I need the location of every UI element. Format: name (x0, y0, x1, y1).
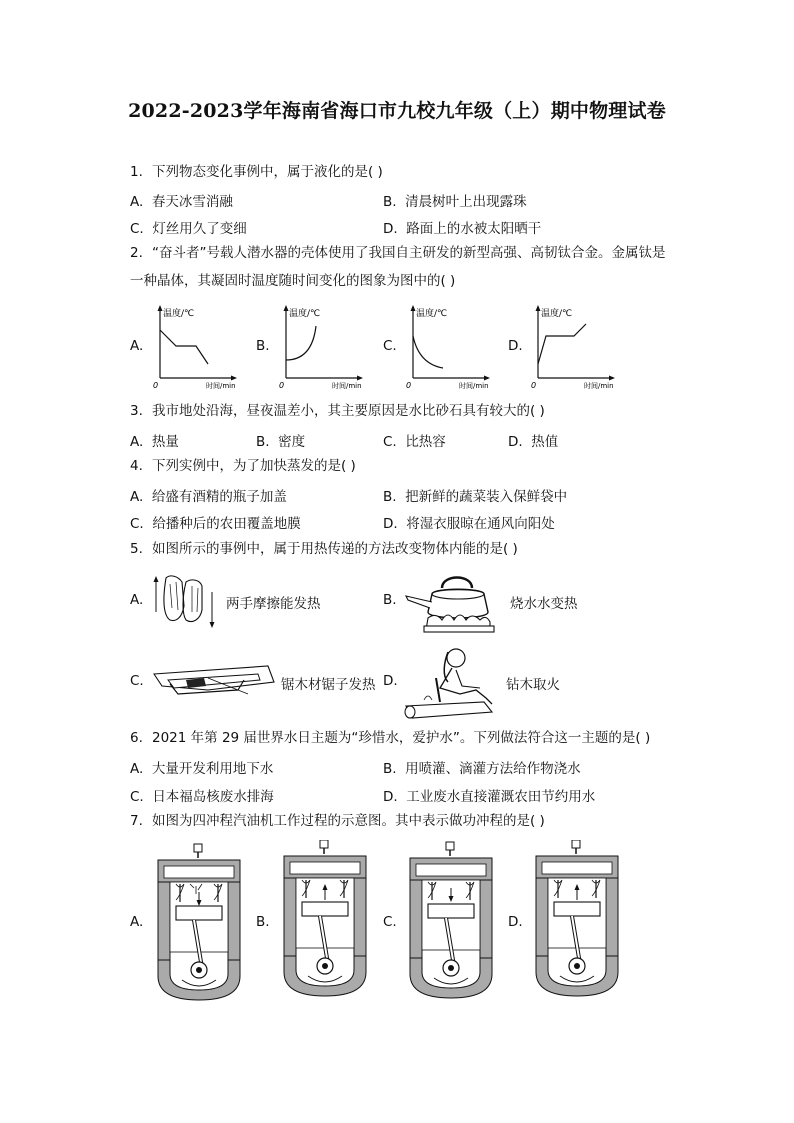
q4-option-b: B. 把新鲜的蔬菜装入保鲜袋中 (383, 489, 568, 505)
graph-d-curve (538, 324, 586, 364)
drilling-wood-fire-image (400, 642, 500, 722)
graph-a (150, 302, 245, 390)
question-3: 3. 我市地处沿海，昼夜温差小，其主要原因是水比砂石具有较大的( ) (130, 403, 545, 419)
sawing-wood-image (148, 656, 276, 702)
page-title: 2022-2023学年海南省海口市九校九年级（上）期中物理试卷 (128, 100, 666, 122)
engine-a-image (152, 840, 246, 1005)
engine-c-image (404, 840, 498, 1005)
graph-d (528, 302, 623, 390)
q7-label-d: D. (508, 914, 523, 930)
question-6: 6. 2021 年第 29 届世界水日主题为“珍惜水，爱护水”。下列做法符合这一主题的是( ) (130, 730, 651, 746)
graph-a-ylabel: 温度/℃ (163, 309, 195, 319)
q6-option-c: C. 日本福岛核废水排海 (130, 789, 274, 805)
q5-caption-b: 烧水水变热 (510, 596, 578, 612)
graph-c-curve (413, 336, 443, 368)
graph-a-xlabel: 时间/min (206, 382, 236, 390)
q5-caption-c: 锯木材锯子发热 (281, 677, 376, 693)
graph-c-origin: 0 (406, 381, 412, 390)
graph-b-ylabel: 温度/℃ (289, 309, 321, 319)
q7-label-c: C. (383, 914, 397, 930)
question-2: 2. “奋斗者”号载人潜水器的壳体使用了我国自主研发的新型高强、高韧钛合金。金属钛是 (130, 245, 666, 261)
q7-label-a: A. (130, 914, 144, 930)
graph-d-ylabel: 温度/℃ (541, 309, 573, 319)
q6-option-d: D. 工业废水直接灌溉农田节约用水 (383, 789, 596, 805)
q2-label-d: D. (508, 338, 523, 354)
question-7: 7. 如图为四冲程汽油机工作过程的示意图。其中表示做功冲程的是( ) (130, 813, 545, 829)
question-1: 1. 下列物态变化事例中，属于液化的是( ) (130, 164, 383, 180)
q5-label-c: C. (130, 673, 144, 689)
graph-b (276, 302, 371, 390)
question-4: 4. 下列实例中，为了加快蒸发的是( ) (130, 458, 356, 474)
graph-b-xlabel: 时间/min (332, 382, 362, 390)
q4-option-c: C. 给播种后的农田覆盖地膜 (130, 516, 301, 532)
graph-a-origin: 0 (153, 381, 159, 390)
graph-d-origin: 0 (531, 381, 537, 390)
q5-label-b: B. (383, 592, 397, 608)
graph-a-curve (160, 330, 208, 364)
q4-option-a: A. 给盛有酒精的瓶子加盖 (130, 489, 287, 505)
q3-option-a: A. 热量 (130, 434, 179, 450)
q5-label-d: D. (383, 673, 398, 689)
graph-c-xlabel: 时间/min (459, 382, 489, 390)
q3-option-d: D. 热值 (508, 434, 559, 450)
q5-label-a: A. (130, 592, 144, 608)
q6-option-b: B. 用喷灌、滴灌方法给作物浇水 (383, 761, 581, 777)
q1-option-c: C. 灯丝用久了变细 (130, 221, 247, 237)
q3-option-c: C. 比热容 (383, 434, 446, 450)
kettle-image (402, 566, 508, 636)
q2-label-b: B. (256, 338, 270, 354)
q2-label-c: C. (383, 338, 397, 354)
q3-option-b: B. 密度 (256, 434, 306, 450)
q6-option-a: A. 大量开发利用地下水 (130, 761, 274, 777)
q2-label-a: A. (130, 338, 144, 354)
q5-caption-a: 两手摩擦能发热 (226, 596, 321, 612)
engine-b-image (278, 840, 372, 1005)
q4-option-d: D. 将湿衣服晾在通风向阳处 (383, 516, 555, 532)
question-2-cont: 一种晶体，其凝固时温度随时间变化的图象为图中的( ) (130, 273, 456, 289)
graph-c-ylabel: 温度/℃ (416, 309, 448, 319)
q1-option-b: B. 清晨树叶上出现露珠 (383, 194, 527, 210)
rubbing-hands-image (148, 570, 220, 632)
graph-b-origin: 0 (279, 381, 285, 390)
question-5: 5. 如图所示的事例中，属于用热传递的方法改变物体内能的是( ) (130, 541, 518, 557)
q1-option-a: A. 春天冰雪消融 (130, 194, 233, 210)
q7-label-b: B. (256, 914, 270, 930)
q1-option-d: D. 路面上的水被太阳晒干 (383, 221, 542, 237)
engine-d-image (530, 840, 624, 1005)
graph-d-xlabel: 时间/min (584, 382, 614, 390)
graph-c (403, 302, 498, 390)
q5-caption-d: 钻木取火 (506, 677, 560, 693)
graph-b-curve (286, 326, 316, 360)
